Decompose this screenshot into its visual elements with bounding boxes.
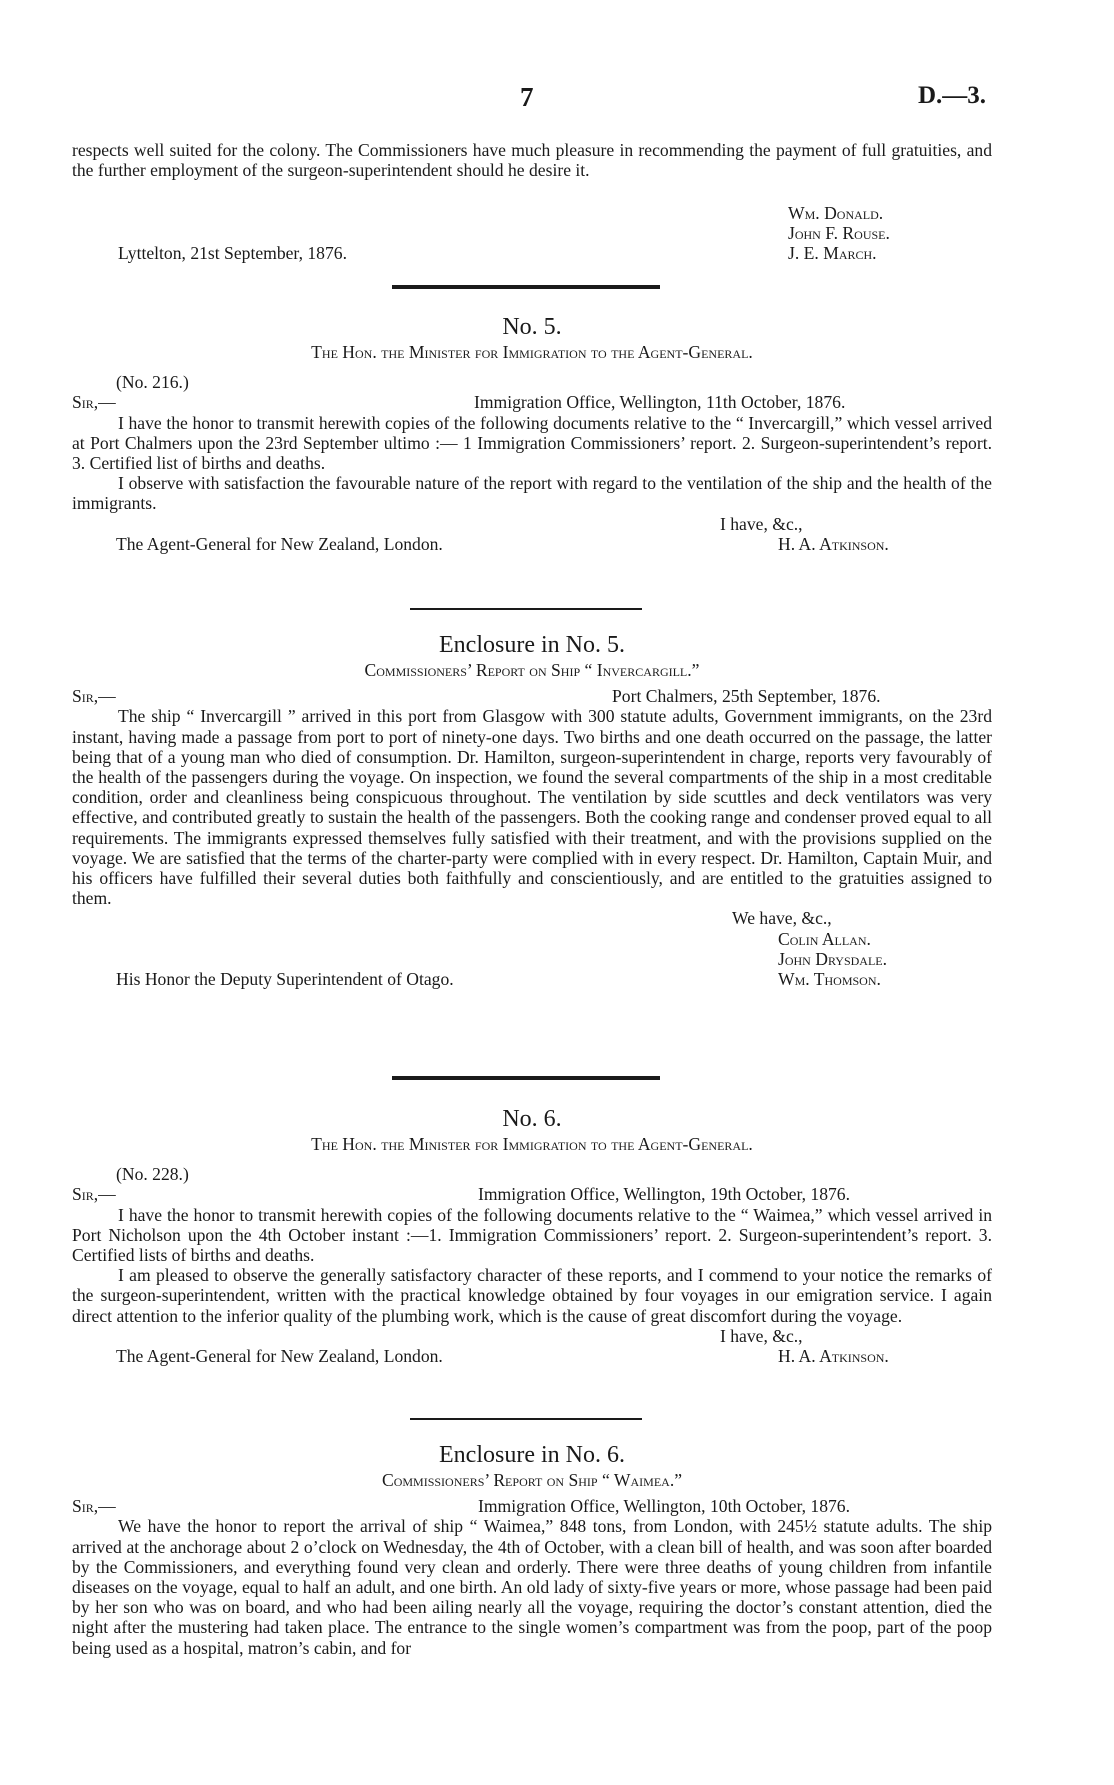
signatory-2: John F. Rouse. xyxy=(788,223,890,243)
place-date: Immigration Office, Wellington, 10th October, 1876. xyxy=(478,1496,851,1517)
section-subtitle: Commissioners’ Report on Ship “ Waimea.” xyxy=(381,1470,683,1490)
signatory-3: Wm. Thomson. xyxy=(778,968,881,989)
salutation: Sir,— xyxy=(72,1496,116,1517)
letter-reference: (No. 216.) xyxy=(116,372,189,393)
addressee: The Agent-General for New Zealand, London. xyxy=(116,1345,443,1366)
section-enclosure-6 xyxy=(72,1440,992,1658)
paragraph: We have the honor to report the arrival of ship “ Waimea,” 848 tons, from London, with 245½ statute adults. The ship arrived at the anchorage about 2 o’clock on Wednesday, the 4th of October, with a clean bill of health, and was soon after boarded by the Commissioners, and everything found very clean and orderly. There were three deaths of young children from infantile diseases on the voyage, equal to half an adult, and one birth. An old lady of sixty-five years or more, whose passage had been paid by her son who was on board, and who had been ailing nearly all the voyage, requiring the doctor’s constant attention, died the night after the mustering had taken place. The entrance to the single women’s compartment was from the poop, part of the poop being used as a hospital, matron’s cabin, and for xyxy=(72,1516,992,1658)
section-divider xyxy=(392,1076,660,1080)
signatory-3: J. E. March. xyxy=(788,243,877,263)
signatory-1: Wm. Donald. xyxy=(788,203,884,223)
letter-reference: (No. 228.) xyxy=(116,1164,189,1185)
document-reference: D.—3. xyxy=(917,82,986,109)
section-title: No. 5. xyxy=(502,314,562,340)
closing: We have, &c., xyxy=(732,908,832,929)
section-no6 xyxy=(72,1104,992,1366)
section-subtitle: The Hon. the Minister for Immigration to the Agent-General. xyxy=(311,342,753,362)
addressee: His Honor the Deputy Superintendent of Otago. xyxy=(116,968,454,989)
paragraph: I observe with satisfaction the favourable nature of the report with regard to the ventilation of the ship and the health of the immigrants. xyxy=(72,473,992,514)
section-subtitle: The Hon. the Minister for Immigration to the Agent-General. xyxy=(311,1134,753,1154)
signature: H. A. Atkinson. xyxy=(778,533,889,554)
place-date: Immigration Office, Wellington, 11th October, 1876. xyxy=(474,392,846,413)
salutation: Sir,— xyxy=(72,392,116,413)
paragraph: I have the honor to transmit herewith copies of the following documents relative to the “ Invercargill,” which vessel arrived at Port Chalmers upon the 23rd September ultimo :— 1 Immigration Commissioners’ report. 2. Surgeon-superintendent’s report. 3. Certified list of births and deaths. xyxy=(72,412,992,473)
section-divider xyxy=(392,285,660,289)
closing: I have, &c., xyxy=(720,513,803,534)
salutation: Sir,— xyxy=(72,686,116,707)
paragraph: I have the honor to transmit herewith copies of the following documents relative to the “ Waimea,” which vessel arrived in Port Nicholson upon the 4th October instant :—1. Immigration Commissioners’ report. 2. Surgeon-superintendent’s report. 3. Certified lists of births and deaths. xyxy=(72,1204,992,1265)
signature: H. A. Atkinson. xyxy=(778,1345,889,1366)
page-header xyxy=(0,82,1114,112)
section-enclosure-5 xyxy=(72,630,992,989)
section-title: No. 6. xyxy=(502,1106,562,1132)
paragraph: The ship “ Invercargill ” arrived in this port from Glasgow with 300 statute adults, Government immigrants, on the 23rd instant, having made a passage from port to port of ninety-one days. Two births and one death occurred on the passage, the latter being that of a young man who died of consumption. Dr. Hamilton, surgeon-superintendent in charge, reports very favourably of the health of the passengers during the voyage. On inspection, we found the several compartments of the ship in a most creditable condition, order and cleanliness being conspicuous throughout. The ventilation by side scuttles and deck ventilators was very effective, and contributed greatly to sustain the health of the passengers. Both the cooking range and condenser proved equal to all requirements. The immigrants expressed themselves fully satisfied with their treatment, and with the provisions supplied on the voyage. We are satisfied that the terms of the charter-party were complied with in every respect. Dr. Hamilton, Captain Muir, and his officers have fulfilled their several duties both faithfully and conscientiously, and are entitled to the gratuities assigned to them. xyxy=(72,706,992,909)
place-date: Lyttelton, 21st September, 1876. xyxy=(118,243,347,263)
section-title: Enclosure in No. 5. xyxy=(439,632,625,658)
section-no5 xyxy=(72,312,992,554)
salutation: Sir,— xyxy=(72,1184,116,1205)
divider xyxy=(410,1418,642,1420)
closing: I have, &c., xyxy=(720,1325,803,1346)
section-subtitle: Commissioners’ Report on Ship “ Invercargill.” xyxy=(364,660,700,680)
signatory-2: John Drysdale. xyxy=(778,948,888,969)
addressee: The Agent-General for New Zealand, London. xyxy=(116,533,443,554)
continuation-paragraph: respects well suited for the colony. The Commissioners have much pleasure in recommending the payment of full gratuities, and the further employment of the surgeon-superintendent should he desire it. xyxy=(72,140,992,181)
continuation-section xyxy=(72,140,992,180)
page-number: 7 xyxy=(520,82,534,112)
place-date: Immigration Office, Wellington, 19th October, 1876. xyxy=(478,1184,851,1205)
paragraph: I am pleased to observe the generally satisfactory character of these reports, and I commend to your notice the remarks of the surgeon-superintendent, written with the practical knowledge obtained by four voyages in our emigration service. I again direct attention to the inferior quality of the plumbing work, which is the cause of great discomfort during the voyage. xyxy=(72,1265,992,1326)
place-date: Port Chalmers, 25th September, 1876. xyxy=(612,686,881,707)
signatory-1: Colin Allan. xyxy=(778,928,871,949)
section-title: Enclosure in No. 6. xyxy=(439,1442,625,1468)
divider xyxy=(410,608,642,610)
